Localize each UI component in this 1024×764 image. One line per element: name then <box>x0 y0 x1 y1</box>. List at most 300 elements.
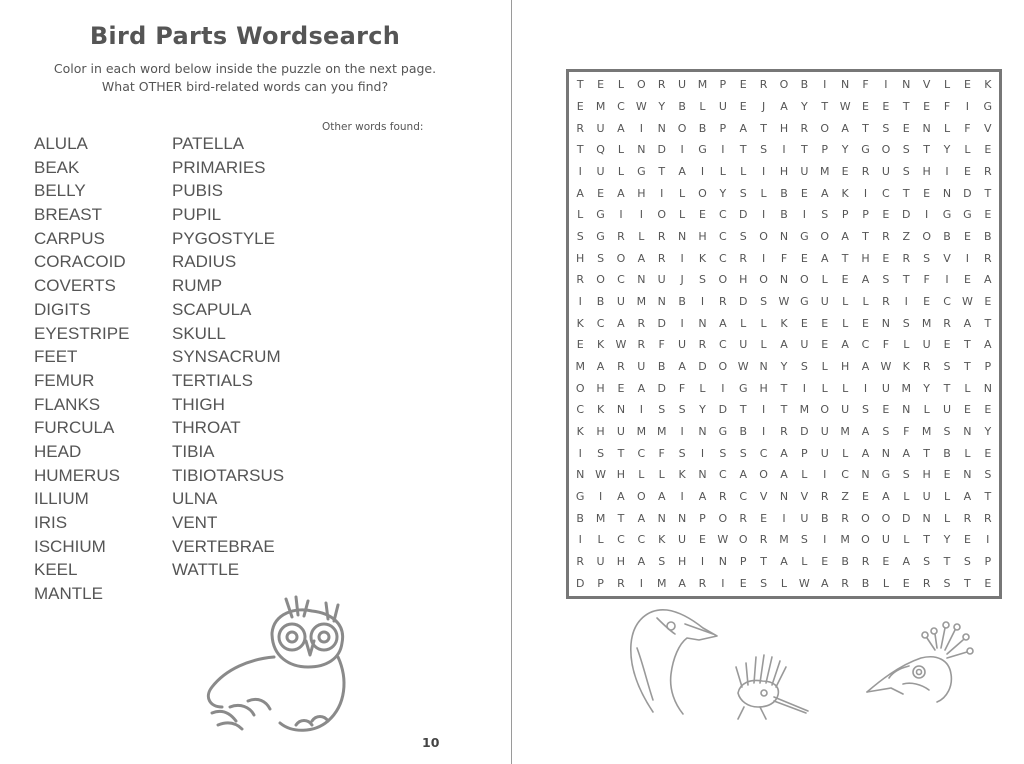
grid-letter[interactable]: L <box>617 143 625 157</box>
grid-letter[interactable]: I <box>761 424 766 438</box>
grid-letter[interactable]: C <box>617 533 625 547</box>
grid-letter[interactable]: C <box>637 446 646 460</box>
grid-letter[interactable]: T <box>984 186 992 200</box>
grid-letter[interactable]: N <box>902 78 911 92</box>
grid-letter[interactable]: R <box>576 273 585 287</box>
grid-letter[interactable]: E <box>984 403 992 417</box>
grid-letter[interactable]: A <box>637 251 646 265</box>
grid-letter[interactable]: U <box>739 338 748 352</box>
grid-letter[interactable]: D <box>902 208 911 222</box>
grid-letter[interactable]: Y <box>923 381 931 395</box>
grid-letter[interactable]: E <box>739 99 747 113</box>
grid-letter[interactable]: B <box>861 576 870 590</box>
grid-letter[interactable]: I <box>986 533 990 547</box>
grid-letter[interactable]: V <box>943 251 951 265</box>
grid-letter[interactable]: R <box>943 316 951 330</box>
grid-letter[interactable]: E <box>800 251 808 265</box>
grid-letter[interactable]: I <box>680 316 684 330</box>
grid-letter[interactable]: R <box>657 251 666 265</box>
grid-letter[interactable]: I <box>884 78 888 92</box>
grid-letter[interactable]: A <box>780 338 788 352</box>
grid-letter[interactable]: S <box>597 251 605 265</box>
grid-letter[interactable]: E <box>862 489 869 503</box>
grid-letter[interactable]: N <box>922 511 931 525</box>
grid-letter[interactable]: O <box>759 273 768 287</box>
grid-letter[interactable]: N <box>698 468 707 482</box>
grid-letter[interactable]: R <box>637 338 646 352</box>
grid-letter[interactable]: R <box>841 576 849 590</box>
grid-letter[interactable]: B <box>943 446 951 460</box>
grid-letter[interactable]: O <box>759 468 768 482</box>
grid-letter[interactable]: A <box>617 121 625 135</box>
grid-letter[interactable]: U <box>637 359 646 373</box>
grid-letter[interactable]: U <box>943 403 952 417</box>
grid-letter[interactable]: G <box>861 143 870 157</box>
grid-letter[interactable]: L <box>679 208 686 222</box>
grid-letter[interactable]: T <box>760 121 767 135</box>
grid-letter[interactable]: S <box>800 359 808 373</box>
grid-letter[interactable]: E <box>882 99 890 113</box>
grid-letter[interactable]: L <box>882 576 889 590</box>
grid-letter[interactable]: L <box>842 381 849 395</box>
grid-letter[interactable]: K <box>678 468 686 482</box>
grid-letter[interactable]: N <box>779 273 789 287</box>
grid-letter[interactable]: W <box>839 99 851 113</box>
grid-letter[interactable]: R <box>637 316 646 330</box>
grid-letter[interactable]: I <box>863 381 868 395</box>
grid-letter[interactable]: W <box>961 294 973 308</box>
grid-letter[interactable]: R <box>739 251 748 265</box>
grid-letter[interactable]: B <box>943 229 951 243</box>
grid-letter[interactable]: A <box>719 316 727 330</box>
grid-letter[interactable]: S <box>597 446 605 460</box>
grid-letter[interactable]: L <box>964 143 971 157</box>
grid-letter[interactable]: E <box>597 186 605 200</box>
grid-letter[interactable]: U <box>820 294 829 308</box>
grid-letter[interactable]: A <box>861 424 870 438</box>
grid-letter[interactable]: E <box>984 294 992 308</box>
grid-letter[interactable]: C <box>719 208 727 222</box>
grid-letter[interactable]: R <box>576 121 585 135</box>
grid-letter[interactable]: R <box>841 511 849 525</box>
grid-letter[interactable]: U <box>881 164 890 178</box>
grid-letter[interactable]: Y <box>699 403 706 417</box>
grid-letter[interactable]: L <box>943 511 951 525</box>
grid-letter[interactable]: C <box>719 338 727 352</box>
grid-letter[interactable]: P <box>719 121 727 135</box>
grid-letter[interactable]: M <box>921 424 932 438</box>
grid-letter[interactable]: V <box>922 78 931 92</box>
grid-letter[interactable]: U <box>596 554 605 568</box>
grid-letter[interactable]: R <box>719 489 727 503</box>
grid-letter[interactable]: L <box>760 316 767 330</box>
grid-letter[interactable]: R <box>861 164 870 178</box>
grid-letter[interactable]: K <box>984 78 992 92</box>
grid-letter[interactable]: E <box>800 316 808 330</box>
grid-letter[interactable]: B <box>657 359 666 373</box>
grid-letter[interactable]: C <box>759 446 768 460</box>
grid-letter[interactable]: B <box>678 99 686 113</box>
grid-letter[interactable]: M <box>840 424 850 438</box>
grid-letter[interactable]: T <box>984 316 992 330</box>
grid-letter[interactable]: M <box>697 78 708 92</box>
grid-letter[interactable]: E <box>963 403 971 417</box>
grid-letter[interactable]: S <box>739 186 747 200</box>
grid-letter[interactable]: U <box>841 403 850 417</box>
grid-letter[interactable]: S <box>698 273 706 287</box>
grid-letter[interactable]: L <box>719 164 726 178</box>
grid-letter[interactable]: S <box>943 576 951 590</box>
grid-letter[interactable]: A <box>617 186 625 200</box>
grid-letter[interactable]: L <box>617 164 625 178</box>
grid-letter[interactable]: L <box>842 446 849 460</box>
grid-letter[interactable]: F <box>658 338 665 352</box>
grid-letter[interactable]: E <box>882 403 890 417</box>
grid-letter[interactable]: O <box>677 121 687 135</box>
grid-letter[interactable]: L <box>740 164 747 178</box>
grid-letter[interactable]: N <box>657 294 666 308</box>
grid-letter[interactable]: A <box>882 489 890 503</box>
grid-letter[interactable]: W <box>778 294 790 308</box>
grid-letter[interactable]: O <box>800 273 809 287</box>
grid-letter[interactable]: S <box>963 554 971 568</box>
grid-letter[interactable]: L <box>801 468 808 482</box>
grid-letter[interactable]: G <box>800 229 809 243</box>
grid-letter[interactable]: F <box>903 424 910 438</box>
grid-letter[interactable]: E <box>821 554 829 568</box>
grid-letter[interactable]: A <box>596 359 605 373</box>
grid-letter[interactable]: E <box>821 338 829 352</box>
grid-letter[interactable]: I <box>945 273 949 287</box>
grid-letter[interactable]: N <box>983 381 992 395</box>
grid-letter[interactable]: Y <box>984 424 992 438</box>
grid-letter[interactable]: T <box>902 186 910 200</box>
grid-letter[interactable]: F <box>658 446 665 460</box>
grid-letter[interactable]: R <box>780 424 788 438</box>
grid-letter[interactable]: U <box>800 511 809 525</box>
grid-letter[interactable]: H <box>779 121 789 135</box>
grid-letter[interactable]: G <box>596 208 605 222</box>
grid-letter[interactable]: A <box>739 121 747 135</box>
grid-letter[interactable]: L <box>862 294 869 308</box>
grid-letter[interactable]: S <box>800 533 808 547</box>
grid-letter[interactable]: I <box>782 143 786 157</box>
grid-letter[interactable]: E <box>963 533 971 547</box>
grid-letter[interactable]: I <box>700 294 705 308</box>
grid-letter[interactable]: E <box>698 208 706 222</box>
grid-letter[interactable]: I <box>945 164 949 178</box>
grid-letter[interactable]: I <box>965 251 970 265</box>
grid-letter[interactable]: S <box>984 468 992 482</box>
grid-letter[interactable]: W <box>880 359 892 373</box>
grid-letter[interactable]: I <box>823 78 827 92</box>
grid-letter[interactable]: I <box>700 446 705 460</box>
grid-letter[interactable]: S <box>821 208 829 222</box>
grid-letter[interactable]: I <box>782 511 786 525</box>
grid-letter[interactable]: B <box>596 294 605 308</box>
grid-letter[interactable]: O <box>575 381 585 395</box>
grid-letter[interactable]: P <box>984 359 992 373</box>
grid-letter[interactable]: V <box>800 489 809 503</box>
grid-letter[interactable]: H <box>637 186 646 200</box>
grid-letter[interactable]: E <box>923 294 931 308</box>
grid-letter[interactable]: T <box>923 143 931 157</box>
grid-letter[interactable]: A <box>617 316 625 330</box>
grid-letter[interactable]: W <box>635 99 647 113</box>
grid-letter[interactable]: U <box>922 338 931 352</box>
grid-letter[interactable]: L <box>801 554 808 568</box>
grid-letter[interactable]: R <box>983 511 992 525</box>
grid-letter[interactable]: O <box>636 489 646 503</box>
grid-letter[interactable]: N <box>698 424 707 438</box>
grid-letter[interactable]: K <box>780 316 788 330</box>
grid-letter[interactable]: S <box>678 446 686 460</box>
grid-letter[interactable]: A <box>637 381 646 395</box>
grid-letter[interactable]: N <box>861 468 870 482</box>
grid-letter[interactable]: G <box>963 208 972 222</box>
grid-letter[interactable]: L <box>617 78 625 92</box>
grid-letter[interactable]: A <box>678 164 686 178</box>
grid-letter[interactable]: Y <box>658 99 666 113</box>
grid-letter[interactable]: R <box>922 576 931 590</box>
grid-letter[interactable]: I <box>925 208 929 222</box>
grid-letter[interactable]: L <box>903 338 910 352</box>
grid-letter[interactable]: R <box>576 554 585 568</box>
grid-letter[interactable]: I <box>619 208 623 222</box>
grid-letter[interactable]: E <box>739 576 747 590</box>
grid-letter[interactable]: D <box>657 316 666 330</box>
grid-letter[interactable]: O <box>657 208 667 222</box>
grid-letter[interactable]: B <box>739 424 747 438</box>
grid-letter[interactable]: C <box>841 468 849 482</box>
grid-letter[interactable]: S <box>760 576 768 590</box>
grid-letter[interactable]: P <box>841 208 849 222</box>
grid-letter[interactable]: E <box>963 78 971 92</box>
grid-letter[interactable]: I <box>721 143 725 157</box>
grid-letter[interactable]: C <box>596 316 605 330</box>
grid-letter[interactable]: I <box>904 294 908 308</box>
grid-letter[interactable]: K <box>902 359 910 373</box>
grid-letter[interactable]: L <box>638 229 645 243</box>
grid-letter[interactable]: M <box>840 533 850 547</box>
grid-letter[interactable]: M <box>636 424 647 438</box>
grid-letter[interactable]: L <box>699 381 706 395</box>
grid-letter[interactable]: S <box>882 424 890 438</box>
grid-letter[interactable]: O <box>718 273 728 287</box>
grid-letter[interactable]: S <box>902 164 910 178</box>
grid-letter[interactable]: U <box>596 121 605 135</box>
grid-letter[interactable]: A <box>820 251 829 265</box>
grid-letter[interactable]: S <box>943 424 951 438</box>
grid-letter[interactable]: U <box>678 338 687 352</box>
grid-letter[interactable]: N <box>942 186 952 200</box>
grid-letter[interactable]: O <box>596 273 605 287</box>
grid-letter[interactable]: L <box>760 186 767 200</box>
grid-letter[interactable]: A <box>739 468 747 482</box>
grid-letter[interactable]: U <box>820 446 829 460</box>
grid-letter[interactable]: T <box>739 403 747 417</box>
grid-letter[interactable]: D <box>657 143 666 157</box>
grid-letter[interactable]: E <box>760 511 768 525</box>
grid-letter[interactable]: U <box>881 533 890 547</box>
grid-letter[interactable]: U <box>678 78 687 92</box>
grid-letter[interactable]: E <box>984 576 992 590</box>
grid-letter[interactable]: T <box>576 78 584 92</box>
grid-letter[interactable]: R <box>617 229 625 243</box>
grid-letter[interactable]: E <box>617 381 625 395</box>
grid-letter[interactable]: E <box>963 273 971 287</box>
grid-letter[interactable]: R <box>800 121 809 135</box>
grid-letter[interactable]: O <box>861 533 870 547</box>
grid-letter[interactable]: S <box>760 294 768 308</box>
grid-letter[interactable]: N <box>779 489 789 503</box>
grid-letter[interactable]: W <box>717 533 729 547</box>
grid-letter[interactable]: E <box>963 229 971 243</box>
grid-letter[interactable]: L <box>903 533 910 547</box>
grid-letter[interactable]: B <box>698 121 707 135</box>
grid-letter[interactable]: L <box>740 316 747 330</box>
grid-letter[interactable]: R <box>983 251 992 265</box>
grid-letter[interactable]: D <box>698 359 707 373</box>
grid-letter[interactable]: C <box>576 403 585 417</box>
grid-letter[interactable]: U <box>596 164 605 178</box>
grid-letter[interactable]: I <box>639 576 643 590</box>
grid-letter[interactable]: A <box>698 489 707 503</box>
grid-letter[interactable]: T <box>841 251 849 265</box>
grid-letter[interactable]: Y <box>943 143 951 157</box>
grid-letter[interactable]: D <box>963 186 972 200</box>
grid-letter[interactable]: S <box>902 316 910 330</box>
grid-letter[interactable]: R <box>882 294 890 308</box>
grid-letter[interactable]: G <box>596 229 605 243</box>
grid-letter[interactable]: S <box>576 229 584 243</box>
grid-letter[interactable]: L <box>638 468 645 482</box>
grid-letter[interactable]: R <box>963 511 972 525</box>
grid-letter[interactable]: T <box>902 273 910 287</box>
grid-letter[interactable]: C <box>637 533 646 547</box>
grid-letter[interactable]: H <box>861 251 870 265</box>
grid-letter[interactable]: R <box>698 576 707 590</box>
grid-letter[interactable]: M <box>656 424 667 438</box>
grid-letter[interactable]: T <box>923 533 931 547</box>
grid-letter[interactable]: N <box>677 511 687 525</box>
grid-letter[interactable]: R <box>617 576 625 590</box>
grid-letter[interactable]: T <box>943 554 951 568</box>
grid-letter[interactable]: B <box>780 186 788 200</box>
grid-letter[interactable]: B <box>800 78 809 92</box>
grid-letter[interactable]: A <box>678 359 686 373</box>
grid-letter[interactable]: R <box>902 251 911 265</box>
grid-letter[interactable]: N <box>657 121 666 135</box>
grid-letter[interactable]: I <box>863 186 868 200</box>
grid-letter[interactable]: G <box>942 208 952 222</box>
grid-letter[interactable]: Z <box>841 489 849 503</box>
grid-letter[interactable]: E <box>943 338 951 352</box>
grid-letter[interactable]: I <box>721 381 725 395</box>
grid-letter[interactable]: U <box>881 381 890 395</box>
grid-letter[interactable]: U <box>800 164 809 178</box>
grid-letter[interactable]: A <box>984 338 992 352</box>
grid-letter[interactable]: L <box>923 403 930 417</box>
grid-letter[interactable]: I <box>721 576 725 590</box>
grid-letter[interactable]: I <box>761 403 766 417</box>
grid-letter[interactable]: D <box>902 511 911 525</box>
grid-letter[interactable]: I <box>578 164 582 178</box>
grid-letter[interactable]: U <box>678 533 687 547</box>
grid-letter[interactable]: R <box>882 229 890 243</box>
grid-letter[interactable]: I <box>578 294 582 308</box>
grid-letter[interactable]: T <box>739 143 747 157</box>
grid-letter[interactable]: G <box>881 468 891 482</box>
grid-letter[interactable]: H <box>616 554 626 568</box>
grid-letter[interactable]: O <box>881 511 891 525</box>
grid-letter[interactable]: N <box>881 446 891 460</box>
grid-letter[interactable]: E <box>862 99 869 113</box>
grid-letter[interactable]: I <box>598 489 603 503</box>
grid-letter[interactable]: D <box>800 424 809 438</box>
grid-letter[interactable]: T <box>964 576 971 590</box>
grid-letter[interactable]: T <box>780 403 788 417</box>
grid-letter[interactable]: S <box>739 229 747 243</box>
grid-letter[interactable]: T <box>617 446 625 460</box>
grid-letter[interactable]: C <box>882 186 890 200</box>
grid-letter[interactable]: N <box>881 316 891 330</box>
grid-letter[interactable]: K <box>596 403 605 417</box>
grid-letter[interactable]: A <box>637 554 646 568</box>
grid-letter[interactable]: N <box>902 403 911 417</box>
grid-letter[interactable]: S <box>862 403 869 417</box>
grid-letter[interactable]: N <box>698 316 707 330</box>
grid-letter[interactable]: C <box>719 229 727 243</box>
grid-letter[interactable]: A <box>820 186 829 200</box>
grid-letter[interactable]: A <box>841 338 849 352</box>
grid-letter[interactable]: G <box>983 99 993 113</box>
grid-letter[interactable]: T <box>821 99 829 113</box>
grid-letter[interactable]: F <box>882 338 890 352</box>
grid-letter[interactable]: T <box>984 489 992 503</box>
grid-letter[interactable]: O <box>636 78 646 92</box>
grid-letter[interactable]: H <box>596 424 605 438</box>
grid-letter[interactable]: L <box>842 316 849 330</box>
grid-letter[interactable]: R <box>657 78 666 92</box>
grid-letter[interactable]: K <box>841 186 849 200</box>
grid-letter[interactable]: E <box>984 143 992 157</box>
grid-letter[interactable]: D <box>657 381 666 395</box>
grid-letter[interactable]: I <box>700 554 705 568</box>
grid-letter[interactable]: E <box>841 164 849 178</box>
grid-letter[interactable]: P <box>821 143 829 157</box>
grid-letter[interactable]: E <box>902 121 910 135</box>
grid-letter[interactable]: A <box>902 446 911 460</box>
grid-letter[interactable]: L <box>577 208 584 222</box>
grid-letter[interactable]: T <box>576 143 584 157</box>
grid-letter[interactable]: Z <box>902 229 911 243</box>
grid-letter[interactable]: H <box>922 468 931 482</box>
grid-letter[interactable]: G <box>698 143 707 157</box>
grid-letter[interactable]: I <box>680 143 684 157</box>
grid-letter[interactable]: I <box>761 164 766 178</box>
grid-letter[interactable]: I <box>639 208 643 222</box>
grid-letter[interactable]: T <box>923 446 931 460</box>
grid-letter[interactable]: A <box>678 576 686 590</box>
grid-letter[interactable]: I <box>578 446 582 460</box>
grid-letter[interactable]: R <box>719 294 727 308</box>
grid-letter[interactable]: F <box>862 78 869 92</box>
grid-letter[interactable]: L <box>699 99 706 113</box>
grid-letter[interactable]: H <box>739 273 748 287</box>
grid-letter[interactable]: L <box>658 468 665 482</box>
grid-letter[interactable]: N <box>637 273 646 287</box>
